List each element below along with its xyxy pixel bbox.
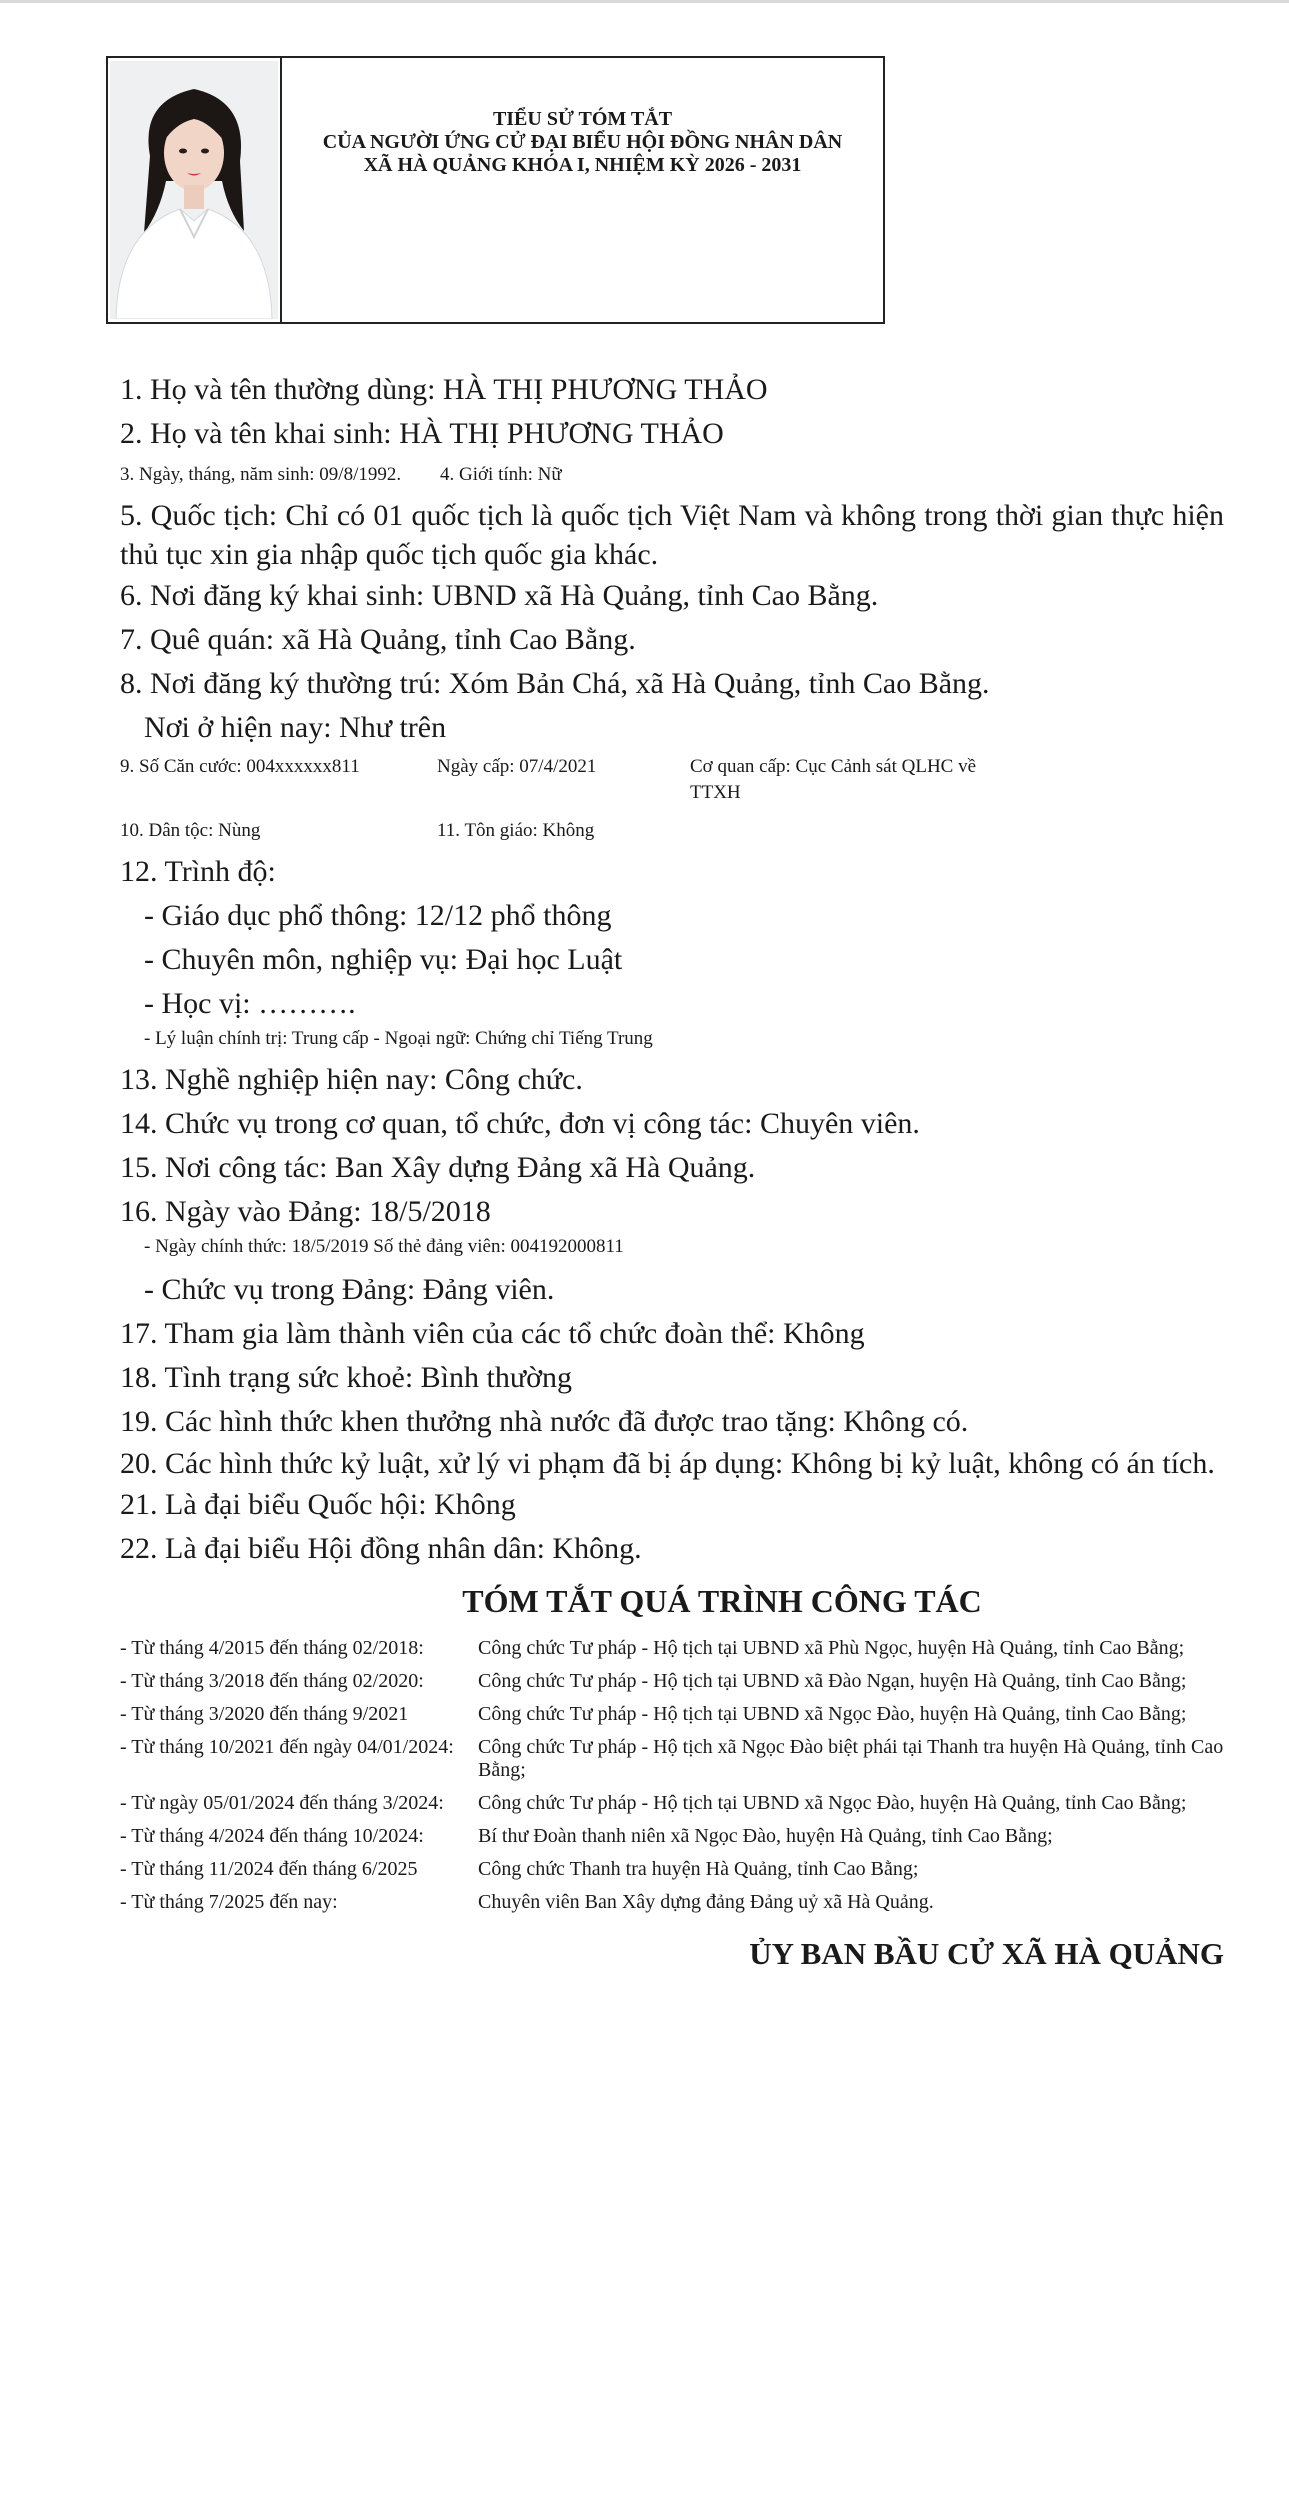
item-politics-language: - Lý luận chính trị: Trung cấp - Ngoại ngữ: Chứng chỉ Tiếng Trung [144, 1028, 653, 1049]
career-period: - Từ tháng 3/2018 đến tháng 02/2020: [120, 1670, 424, 1692]
item-hometown: 7. Quê quán: xã Hà Quảng, tỉnh Cao Bằng. [120, 623, 636, 656]
career-row [120, 1891, 1224, 1914]
item-position: 14. Chức vụ trong cơ quan, tổ chức, đơn vị công tác: Chuyên viên. [120, 1107, 920, 1140]
career-period: - Từ tháng 11/2024 đến tháng 6/2025 [120, 1858, 418, 1880]
item-education: 12. Trình độ: [120, 855, 276, 888]
career-period: - Từ tháng 3/2020 đến tháng 9/2021 [120, 1703, 409, 1725]
career-description: Công chức Tư pháp - Hộ tịch tại UBND xã Đào Ngạn, huyện Hà Quảng, tỉnh Cao Bằng; [478, 1670, 1187, 1692]
item-birth-date: 3. Ngày, tháng, năm sinh: 09/8/1992. [120, 464, 402, 485]
item-ethnic-religion-row [120, 818, 1224, 844]
signature: ỦY BAN BẦU CỬ XÃ HÀ QUẢNG [749, 1936, 1224, 1971]
biography-content [120, 368, 1224, 1974]
item-health: 18. Tình trạng sức khoẻ: Bình thường [120, 1361, 572, 1394]
career-row [120, 1736, 1224, 1782]
item-discipline: 20. Các hình thức kỷ luật, xử lý vi phạm đã bị áp dụng: Không bị kỷ luật, không có án tích. [120, 1447, 1215, 1480]
career-row [120, 1825, 1224, 1848]
title-line-1: TIỂU SỬ TÓM TẮT [492, 108, 673, 130]
item-common-name: 1. Họ và tên thường dùng: HÀ THỊ PHƯƠNG THẢO [120, 373, 768, 406]
career-period: - Từ tháng 4/2015 đến tháng 02/2018: [120, 1637, 424, 1659]
item-organizations: 17. Tham gia làm thành viên của các tổ chức đoàn thể: Không [120, 1317, 865, 1350]
portrait-image [110, 61, 278, 319]
item-workplace: 15. Nơi công tác: Ban Xây dựng Đảng xã Hà Quảng. [120, 1151, 756, 1184]
item-birth-registration: 6. Nơi đăng ký khai sinh: UBND xã Hà Quảng, tỉnh Cao Bằng. [120, 579, 879, 612]
item-party-position: - Chức vụ trong Đảng: Đảng viên. [144, 1273, 555, 1306]
item-peoples-council: 22. Là đại biểu Hội đồng nhân dân: Không. [120, 1532, 642, 1565]
item-general-education: - Giáo dục phổ thông: 12/12 phổ thông [144, 899, 612, 932]
title-line-2: CỦA NGƯỜI ỨNG CỬ ĐẠI BIỂU HỘI ĐỒNG NHÂN DÂN [322, 131, 843, 153]
item-religion: 11. Tôn giáo: Không [437, 820, 595, 841]
career-description: Công chức Tư pháp - Hộ tịch tại UBND xã Phù Ngọc, huyện Hà Quảng, tỉnh Cao Bằng; [478, 1637, 1185, 1659]
item-permanent-residence: 8. Nơi đăng ký thường trú: Xóm Bản Chá, xã Hà Quảng, tỉnh Cao Bằng. [120, 667, 990, 700]
career-period: - Từ ngày 05/01/2024 đến tháng 3/2024: [120, 1792, 444, 1814]
career-period: - Từ tháng 7/2025 đến nay: [120, 1891, 338, 1913]
item-id-row [120, 754, 1224, 806]
career-description: Công chức Thanh tra huyện Hà Quảng, tỉnh Cao Bằng; [478, 1858, 919, 1880]
career-description: Công chức Tư pháp - Hộ tịch tại UBND xã Ngọc Đào, huyện Hà Quảng, tỉnh Cao Bằng; [478, 1703, 1187, 1725]
top-border [0, 0, 1289, 3]
item-id-issue-date: Ngày cấp: 07/4/2021 [437, 756, 597, 777]
title-line-3: XÃ HÀ QUẢNG KHÓA I, NHIỆM KỲ 2026 - 2031 [363, 154, 802, 176]
career-list [120, 1637, 1224, 1914]
career-description: Bí thư Đoàn thanh niên xã Ngọc Đào, huyện Hà Quảng, tỉnh Cao Bằng; [478, 1825, 1053, 1847]
career-period: - Từ tháng 10/2021 đến ngày 04/01/2024: [120, 1736, 454, 1758]
career-row [120, 1637, 1224, 1660]
career-period: - Từ tháng 4/2024 đến tháng 10/2024: [120, 1825, 424, 1847]
career-row [120, 1670, 1224, 1693]
item-nationality: 5. Quốc tịch: Chỉ có 01 quốc tịch là quốc tịch Việt Nam và không trong thời gian thực hiện thủ tục xin gia nhập quốc tịch quốc gia khác. [120, 499, 1224, 571]
career-row [120, 1703, 1224, 1726]
career-section-title: TÓM TẮT QUÁ TRÌNH CÔNG TÁC [462, 1583, 982, 1619]
career-description: Công chức Tư pháp - Hộ tịch tại UBND xã Ngọc Đào, huyện Hà Quảng, tỉnh Cao Bằng; [478, 1792, 1187, 1814]
item-party-join-date: 16. Ngày vào Đảng: 18/5/2018 [120, 1195, 491, 1228]
item-gender: 4. Giới tính: Nữ [440, 464, 562, 485]
candidate-photo [108, 58, 282, 322]
item-degree: - Học vị: ………. [144, 987, 356, 1020]
career-row [120, 1858, 1224, 1881]
header-box [106, 56, 885, 324]
document-title [282, 58, 883, 322]
item-awards: 19. Các hình thức khen thưởng nhà nước đã được trao tặng: Không có. [120, 1405, 969, 1438]
career-row [120, 1792, 1224, 1815]
career-description: Chuyên viên Ban Xây dựng đảng Đảng uỷ xã Hà Quảng. [478, 1891, 934, 1913]
item-birth-gender-row [120, 462, 1224, 488]
career-description: Công chức Tư pháp - Hộ tịch xã Ngọc Đào biệt phái tại Thanh tra huyện Hà Quảng, tỉnh Cao Bằng; [478, 1736, 1224, 1781]
item-national-assembly: 21. Là đại biểu Quốc hội: Không [120, 1488, 516, 1521]
item-id-number: 9. Số Căn cước: 004xxxxxx811 [120, 756, 360, 777]
item-occupation: 13. Nghề nghiệp hiện nay: Công chức. [120, 1063, 583, 1096]
item-specialty: - Chuyên môn, nghiệp vụ: Đại học Luật [144, 943, 623, 976]
item-id-issuer: Cơ quan cấp: Cục Cảnh sát QLHC về TTXH [690, 756, 977, 803]
item-current-residence: Nơi ở hiện nay: Như trên [144, 711, 447, 744]
item-ethnicity: 10. Dân tộc: Nùng [120, 820, 261, 841]
item-birth-name: 2. Họ và tên khai sinh: HÀ THỊ PHƯƠNG THẢO [120, 417, 724, 450]
item-party-official: - Ngày chính thức: 18/5/2019 Số thẻ đảng viên: 004192000811 [144, 1236, 624, 1257]
